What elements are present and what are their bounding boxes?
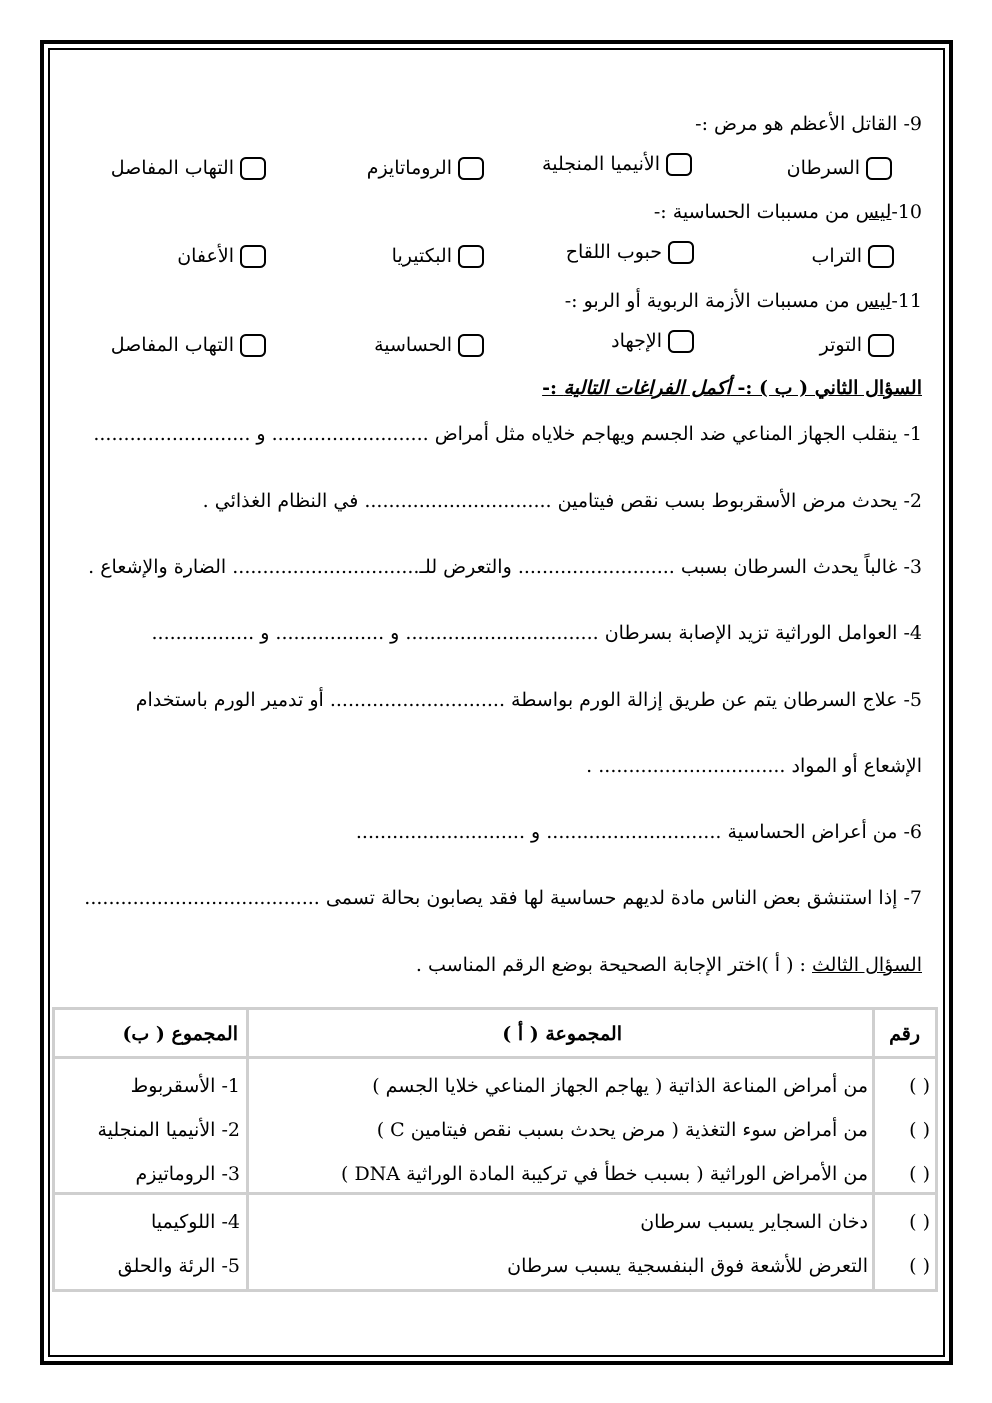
row-1-num[interactable]: ( ) xyxy=(909,1075,930,1097)
row-3-a: من الأمراض الوراثية ( بسبب خطأ في تركيبة المادة الوراثية DNA ) xyxy=(340,1163,868,1185)
blank-line-7: 7- إذا استنشق بعض الناس مادة لديهم حساسية لها فقد يصابون بحالة تسمى ....................................... xyxy=(84,887,922,909)
q11-option-4[interactable]: التهاب المفاصل xyxy=(111,333,266,357)
checkbox[interactable] xyxy=(868,245,894,268)
q9-text: 9- القاتل الأعظم هو مرض :- xyxy=(695,113,922,135)
q10-option-1[interactable]: التراب xyxy=(812,244,894,268)
row-2-b: 2- الأنيميا المنجلية xyxy=(97,1119,240,1141)
checkbox[interactable] xyxy=(868,334,894,357)
checkbox[interactable] xyxy=(668,330,694,353)
blank-line-5: 5- علاج السرطان يتم عن طريق إزالة الورم بواسطة ............................. أو تدمير الورم باستخدام xyxy=(135,689,922,711)
table-header-num: رقم xyxy=(889,1023,920,1045)
row-5-b: 5- الرئة والحلق xyxy=(117,1255,240,1277)
blank-line-1: 1- ينقلب الجهاز المناعي ضد الجسم ويهاجم خلاياه مثل أمراض .......................... و .......................... xyxy=(93,423,922,445)
row-4-a: دخان السجاير يسبب سرطان xyxy=(640,1211,868,1233)
section2-heading: السؤال الثاني ( ب ) :- أكمل الفراغات التالية :- xyxy=(542,377,922,399)
q10-option-4[interactable]: الأعفان xyxy=(177,244,266,268)
table-header-group-a: المجموعة ( أ ) xyxy=(502,1023,622,1045)
q10-option-3[interactable]: البكتيريا xyxy=(392,244,484,268)
checkbox[interactable] xyxy=(240,334,266,357)
row-4-b: 4- اللوكيميا xyxy=(150,1211,240,1233)
row-5-num[interactable]: ( ) xyxy=(909,1255,930,1277)
q9-option-3[interactable]: الروماتايزم xyxy=(367,156,484,180)
blank-line-3: 3- غالباً يحدث السرطان بسبب .......................... والتعرض للـ............................... الضارة والإشعاع . xyxy=(88,556,922,578)
row-1-b: 1- الأسقربوط xyxy=(130,1075,240,1097)
blank-line-4: 4- العوامل الوراثية تزيد الإصابة بسرطان ................................ و .................. و ................. xyxy=(151,622,922,644)
q9-option-2[interactable]: الأنيميا المنجلية xyxy=(542,152,692,176)
q11-option-3[interactable]: الحساسية xyxy=(374,333,484,357)
q9-option-1[interactable]: السرطان xyxy=(787,156,892,180)
q11-option-2[interactable]: الإجهاد xyxy=(611,329,694,353)
table-divider xyxy=(52,1056,938,1059)
checkbox[interactable] xyxy=(666,153,692,176)
table-divider xyxy=(246,1007,249,1292)
q11-text: 11-ليس من مسببات الأزمة الربوية أو الربو :- xyxy=(564,290,922,312)
matching-table xyxy=(52,1007,938,1292)
q11-option-1[interactable]: التوتر xyxy=(820,333,894,357)
checkbox[interactable] xyxy=(240,245,266,268)
checkbox[interactable] xyxy=(458,334,484,357)
row-5-a: التعرض للأشعة فوق البنفسجية يسبب سرطان xyxy=(507,1255,868,1277)
checkbox[interactable] xyxy=(458,245,484,268)
section3-heading: السؤال الثالث : ( أ )اختر الإجابة الصحيحة بوضع الرقم المناسب . xyxy=(415,954,922,976)
row-2-num[interactable]: ( ) xyxy=(909,1119,930,1141)
table-header-group-b: المجموع ( ب) xyxy=(122,1023,238,1045)
checkbox[interactable] xyxy=(668,241,694,264)
checkbox[interactable] xyxy=(240,157,266,180)
blank-line-5-cont: الإشعاع أو المواد ............................... . xyxy=(586,755,922,777)
row-4-num[interactable]: ( ) xyxy=(909,1211,930,1233)
table-divider xyxy=(52,1192,938,1195)
row-3-b: 3- الروماتيزم xyxy=(135,1163,240,1185)
checkbox[interactable] xyxy=(458,157,484,180)
row-3-num[interactable]: ( ) xyxy=(909,1163,930,1185)
q10-option-2[interactable]: حبوب اللقاح xyxy=(566,240,694,264)
blank-line-6: 6- من أعراض الحساسية ............................. و ............................ xyxy=(355,821,922,843)
checkbox[interactable] xyxy=(866,157,892,180)
table-divider xyxy=(872,1007,875,1292)
blank-line-2: 2- يحدث مرض الأسقربوط بسب نقص فيتامين ............................... في النظام الغذائي . xyxy=(202,490,922,512)
q10-text: 10-ليس من مسببات الحساسية :- xyxy=(653,201,922,223)
row-2-a: من أمراض سوء التغذية ( مرض يحدث بسبب نقص فيتامين C ) xyxy=(376,1119,868,1141)
q9-option-4[interactable]: التهاب المفاصل xyxy=(111,156,266,180)
row-1-a: من أمراض المناعة الذاتية ( يهاجم الجهاز المناعي خلايا الجسم ) xyxy=(372,1075,868,1097)
